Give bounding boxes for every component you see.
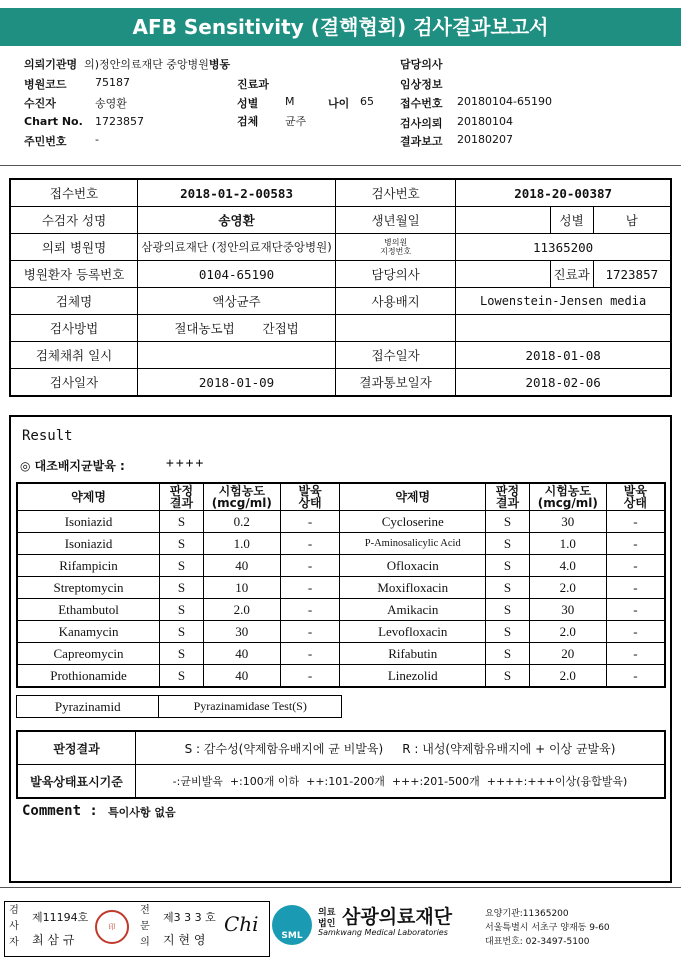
table-cell: 30: [203, 621, 280, 643]
table-cell: S: [160, 621, 204, 643]
column-header: 발육 상태: [606, 483, 665, 511]
table-cell: 20: [529, 643, 606, 665]
ssn: -: [95, 133, 99, 146]
column-header: 발육 상태: [280, 483, 340, 511]
table-cell: S: [486, 555, 530, 577]
growth-label: 발육상태표시기준: [17, 765, 136, 799]
table-cell: -: [606, 643, 665, 665]
cell: 진료과: [550, 261, 593, 288]
column-header: 시험농도 (mcg/ml): [529, 483, 606, 511]
cell: 2018-20-00387: [456, 179, 671, 207]
table-row: [17, 643, 665, 665]
table-cell: 10: [203, 577, 280, 599]
cell: 0104-65190: [138, 261, 336, 288]
growth-text: -:균비발육 +:100개 이하 ++:101-200개 +++:201-500개 ++++:+++이상(융합발육): [136, 765, 666, 799]
table-cell: 2.0: [203, 599, 280, 621]
yoyang: 요양기관:11365200: [485, 909, 569, 919]
test-request-label: 검사의뢰: [400, 117, 443, 130]
phone: 대표번호: 02-3497-5100: [485, 937, 590, 947]
cell: 1723857: [593, 261, 671, 288]
test-request: 20180104: [457, 115, 513, 128]
table-row: [17, 533, 665, 555]
divider: [0, 165, 681, 166]
table-cell: -: [280, 599, 340, 621]
table-cell: Ethambutol: [17, 599, 160, 621]
table-cell: S: [486, 533, 530, 555]
specialist-no: 제3 3 3 호: [163, 911, 216, 924]
patient-label: 수진자: [24, 97, 56, 110]
table-cell: Capreomycin: [17, 643, 160, 665]
table-cell: -: [280, 577, 340, 599]
table-row: [17, 665, 665, 688]
table-cell: Isoniazid: [17, 533, 160, 555]
cell: 2018-01-09: [138, 369, 336, 397]
table-cell: -: [280, 665, 340, 688]
cell: Lowenstein-Jensen media: [456, 288, 671, 315]
table-cell: S: [160, 555, 204, 577]
address: 서울특별시 서초구 양재동 9-60: [485, 923, 610, 933]
report-date: 20180207: [457, 133, 513, 146]
table-cell: -: [606, 511, 665, 533]
comment-label: Comment :: [22, 803, 98, 819]
cell: 검사번호: [335, 179, 455, 207]
table-cell: -: [280, 511, 340, 533]
table-cell: Prothionamide: [17, 665, 160, 688]
cell: 성별: [550, 207, 593, 234]
table-cell: Moxifloxacin: [340, 577, 486, 599]
chart-label: Chart No.: [24, 115, 83, 128]
table-cell: Kanamycin: [17, 621, 160, 643]
cell: 검사방법: [10, 315, 138, 342]
cell: 2018-01-2-00583: [138, 179, 336, 207]
table-row: [17, 621, 665, 643]
cell: 검사일자: [10, 369, 138, 397]
table-cell: 1.0: [203, 533, 280, 555]
control-growth-label: ◎ 대조배지균발육 :: [20, 459, 125, 473]
table-cell: -: [280, 533, 340, 555]
table-cell: S: [486, 599, 530, 621]
table-cell: S: [160, 511, 204, 533]
method-absolute: 절대농도법: [174, 321, 235, 336]
org-name: 삼광의료재단: [342, 906, 453, 928]
cell: [456, 315, 671, 342]
table-cell: 2.0: [529, 665, 606, 688]
pza-table: [16, 695, 342, 718]
table-cell: S: [486, 577, 530, 599]
table-row: [17, 599, 665, 621]
table-cell: Ofloxacin: [340, 555, 486, 577]
method-indirect: 간접법: [262, 321, 299, 336]
table-row: [17, 555, 665, 577]
chart-no: 1723857: [95, 115, 144, 128]
judge-label: 판정결과: [17, 731, 136, 765]
column-header: 시험농도 (mcg/ml): [203, 483, 280, 511]
sex: M: [285, 95, 295, 108]
specimen: 균주: [285, 115, 307, 128]
cell: 검체채취 일시: [10, 342, 138, 369]
cell: 생년월일: [335, 207, 455, 234]
table-cell: -: [280, 555, 340, 577]
table-cell: 30: [529, 599, 606, 621]
table-cell: Rifabutin: [340, 643, 486, 665]
cell: 병의원 지정번호: [335, 234, 455, 261]
table-cell: Amikacin: [340, 599, 486, 621]
column-header: 약제명: [340, 483, 486, 511]
table-cell: -: [606, 665, 665, 688]
tester-no: 제11194호: [32, 911, 89, 924]
table-cell: S: [486, 643, 530, 665]
cell: 삼광의료재단 (정안의료재단중앙병원): [138, 234, 336, 261]
table-cell: Streptomycin: [17, 577, 160, 599]
table-cell: 2.0: [529, 621, 606, 643]
patient-name: 송영환: [95, 97, 127, 110]
control-growth-value: ++++: [166, 456, 206, 471]
table-cell: S: [160, 599, 204, 621]
table-cell: -: [280, 643, 340, 665]
cell: 담당의사: [335, 261, 455, 288]
table-cell: 40: [203, 665, 280, 688]
table-cell: -: [606, 621, 665, 643]
signature: Chi: [224, 912, 259, 936]
table-cell: 40: [203, 643, 280, 665]
cell: [138, 342, 336, 369]
sex-label: 성별: [237, 97, 259, 110]
report-label: 결과보고: [400, 135, 443, 148]
table-cell: Isoniazid: [17, 511, 160, 533]
cell: 결과통보일자: [335, 369, 455, 397]
cell: 남: [593, 207, 671, 234]
cell: 검체명: [10, 288, 138, 315]
table-cell: 1.0: [529, 533, 606, 555]
cell: 수검자 성명: [10, 207, 138, 234]
comment-value: 특이사항 없음: [108, 806, 176, 819]
patient-info-table: [9, 178, 672, 397]
hospital-code-label: 병원코드: [24, 78, 67, 91]
ssn-label: 주민번호: [24, 135, 67, 148]
table-cell: S: [160, 643, 204, 665]
legend-table: [16, 730, 666, 799]
receipt-label: 접수번호: [400, 97, 443, 110]
cell: 11365200: [456, 234, 671, 261]
pza-test: Pyrazinamidase Test(S): [159, 696, 342, 718]
cell: [335, 315, 455, 342]
doctor-label: 담당의사: [400, 58, 443, 71]
org-type: 의료법인: [318, 908, 336, 929]
specialist-name: 지 현 영: [163, 933, 206, 947]
seal-stamp: 印: [95, 910, 129, 944]
sml-logo-icon: SML: [272, 905, 312, 945]
tester-name: 최 삼 규: [32, 933, 75, 947]
table-cell: Rifampicin: [17, 555, 160, 577]
receipt-no: 20180104-65190: [457, 95, 552, 108]
table-cell: -: [280, 621, 340, 643]
specialist-label: 전문의: [140, 905, 150, 948]
column-header: 판정 결과: [486, 483, 530, 511]
table-row: [17, 577, 665, 599]
tester-label: 검사자: [9, 905, 19, 948]
table-cell: S: [160, 577, 204, 599]
judge-text: S : 감수성(약제함유배지에 균 비발육) R : 내성(약제함유배지에 + 이상 균발육): [136, 731, 666, 765]
column-header: 약제명: [17, 483, 160, 511]
cell: 송영환: [138, 207, 336, 234]
table-cell: S: [486, 621, 530, 643]
table-cell: 0.2: [203, 511, 280, 533]
table-cell: 40: [203, 555, 280, 577]
specimen-label: 검체: [237, 115, 259, 128]
table-cell: -: [606, 599, 665, 621]
table-cell: P-Aminosalicylic Acid: [340, 533, 486, 555]
table-cell: S: [160, 665, 204, 688]
table-cell: Linezolid: [340, 665, 486, 688]
cell: 의뢰 병원명: [10, 234, 138, 261]
table-cell: Levofloxacin: [340, 621, 486, 643]
drug-table: [16, 482, 666, 688]
cell: 접수일자: [335, 342, 455, 369]
table-cell: -: [606, 577, 665, 599]
cell: 2018-02-06: [456, 369, 671, 397]
report-title: AFB Sensitivity (결핵협회) 검사결과보고서: [0, 8, 681, 46]
dept-label: 진료과: [237, 78, 269, 91]
table-cell: S: [486, 665, 530, 688]
cell: 접수번호: [10, 179, 138, 207]
table-cell: -: [606, 555, 665, 577]
pza-name: Pyrazinamid: [17, 696, 159, 718]
org-en: Samkwang Medical Laboratories: [318, 928, 448, 937]
table-cell: Cycloserine: [340, 511, 486, 533]
cell: [456, 261, 550, 288]
hospital-code: 75187: [95, 76, 130, 89]
table-row: [17, 511, 665, 533]
cell: 2018-01-08: [456, 342, 671, 369]
cell: [138, 315, 336, 342]
agency-row: 의뢰기관명 의)정안의료재단 중앙병원병동: [24, 58, 231, 71]
result-label: Result: [22, 428, 73, 444]
column-header: 판정 결과: [160, 483, 204, 511]
drug-table-header: [17, 483, 665, 511]
footer-divider: [0, 887, 681, 888]
table-cell: 30: [529, 511, 606, 533]
table-cell: -: [606, 533, 665, 555]
cell: 병원환자 등록번호: [10, 261, 138, 288]
age: 65: [360, 95, 374, 108]
age-label: 나이: [328, 97, 350, 110]
table-cell: S: [160, 533, 204, 555]
cell: [456, 207, 550, 234]
table-cell: 4.0: [529, 555, 606, 577]
cell: 사용배지: [335, 288, 455, 315]
cell: 액상균주: [138, 288, 336, 315]
table-cell: 2.0: [529, 577, 606, 599]
table-cell: S: [486, 511, 530, 533]
clinical-label: 임상정보: [400, 78, 443, 91]
